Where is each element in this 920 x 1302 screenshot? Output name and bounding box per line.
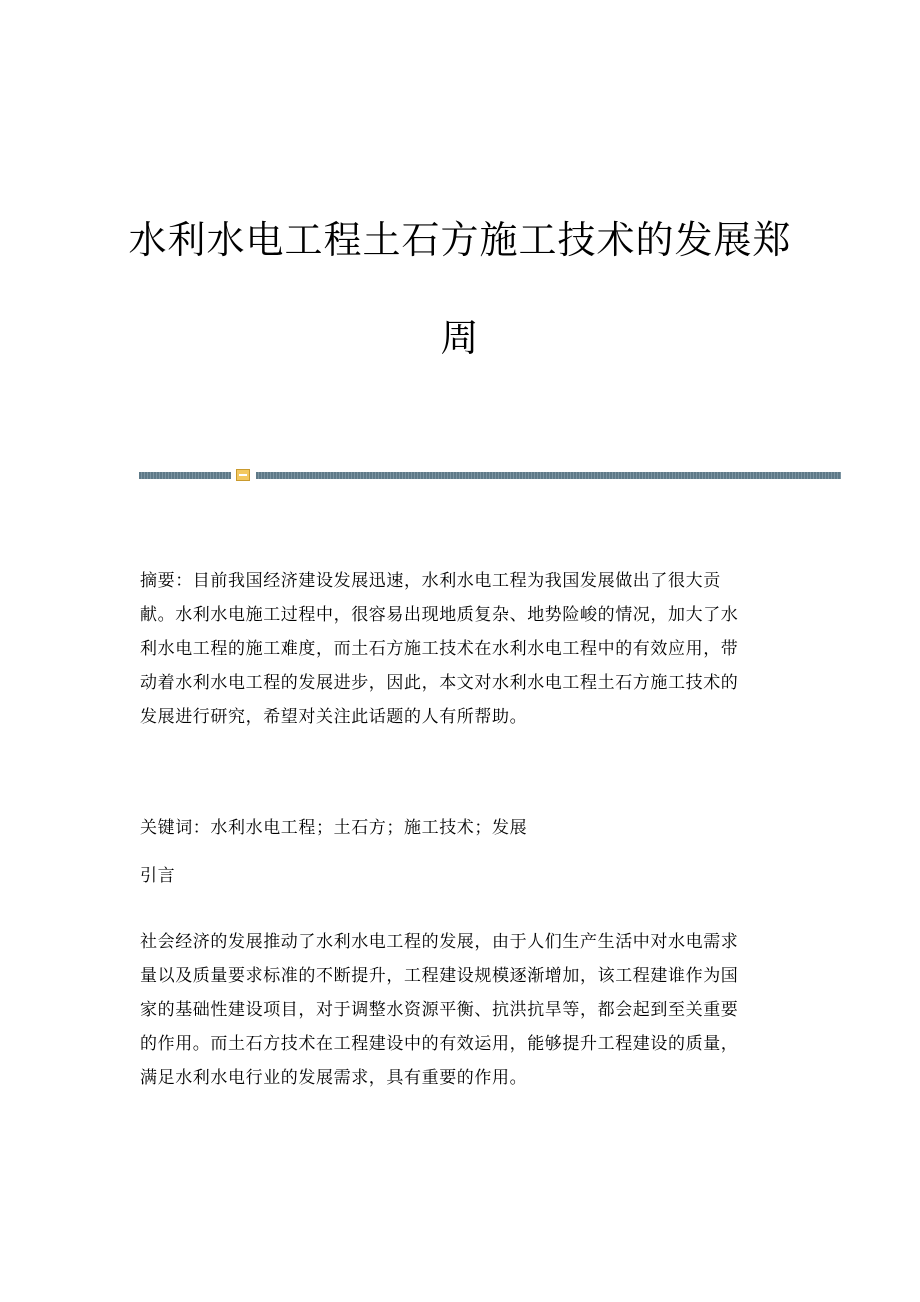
intro-line: 满足水利水电行业的发展需求，具有重要的作用。	[140, 1068, 528, 1088]
document-title-line-2: 周	[440, 316, 480, 360]
abstract-line: 动着水利水电工程的发展进步，因此，本文对水利水电工程土石方施工技术的	[140, 673, 739, 693]
divider-bar-left	[139, 472, 231, 479]
keywords-line: 关键词：水利水电工程；土石方；施工技术；发展	[140, 818, 528, 838]
abstract-line: 献。水利水电施工过程中，很容易出现地质复杂、地势险峻的情况，加大了水	[140, 605, 739, 625]
intro-paragraph	[140, 925, 780, 1095]
abstract-line: 发展进行研究，希望对关注此话题的人有所帮助。	[140, 707, 528, 727]
abstract-line: 摘要：目前我国经济建设发展迅速，水利水电工程为我国发展做出了很大贡	[140, 571, 721, 591]
divider-bar-right	[256, 472, 841, 479]
document-title-line-1: 水利水电工程土石方施工技术的发展郑	[128, 218, 792, 262]
intro-heading: 引言	[140, 866, 176, 886]
abstract-line: 利水电工程的施工难度，而土石方施工技术在水利水电工程中的有效应用，带	[140, 639, 739, 659]
title-divider	[139, 469, 841, 481]
intro-line: 社会经济的发展推动了水利水电工程的发展，由于人们生产生活中对水电需求	[140, 932, 739, 952]
abstract-paragraph	[140, 564, 780, 734]
divider-emblem-icon	[236, 469, 250, 481]
intro-line: 的作用。而土石方技术在工程建设中的有效运用，能够提升工程建设的质量，	[140, 1034, 739, 1054]
intro-line: 家的基础性建设项目，对于调整水资源平衡、抗洪抗旱等，都会起到至关重要	[140, 1000, 739, 1020]
intro-line: 量以及质量要求标准的不断提升，工程建设规模逐渐增加，该工程建谁作为国	[140, 966, 739, 986]
